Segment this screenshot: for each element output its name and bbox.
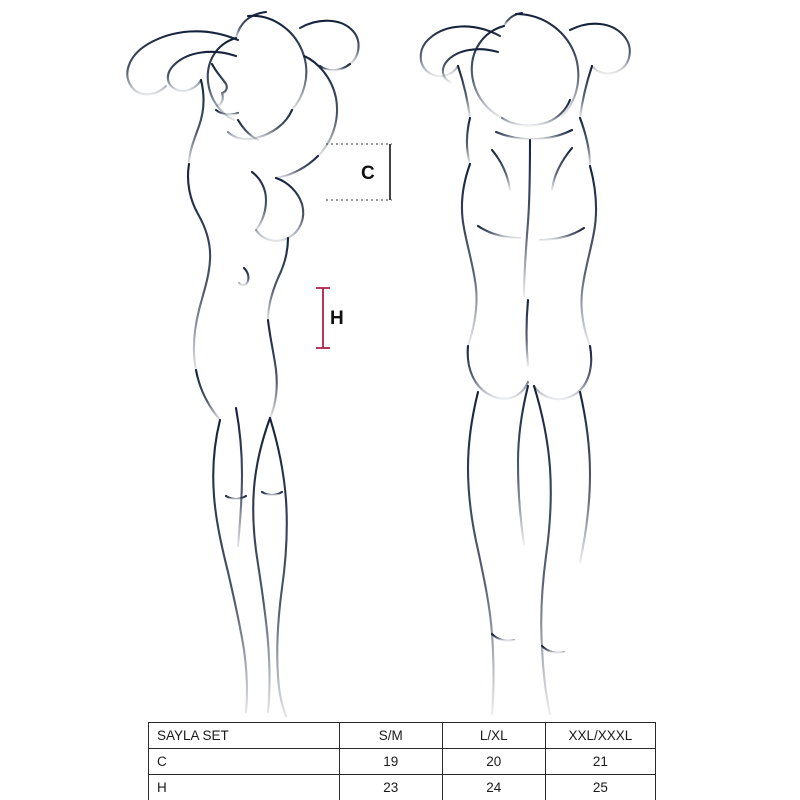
table-row xyxy=(149,775,656,800)
table-row xyxy=(149,749,656,775)
front-silhouette xyxy=(127,12,358,716)
hips-measure-label: H xyxy=(330,308,345,329)
size-table xyxy=(148,722,656,800)
back-silhouette xyxy=(421,13,630,714)
table-header-cell-lxl: L/XL xyxy=(442,723,545,749)
cell-c-sm: 19 xyxy=(340,749,443,775)
chest-measure-guide xyxy=(326,144,392,200)
table-header-cell-sm: S/M xyxy=(340,723,443,749)
cell-c-lxl: 20 xyxy=(442,749,545,775)
table-header-row xyxy=(149,723,656,749)
cell-h-lxl: 24 xyxy=(442,775,545,800)
table-header-cell-xxl: XXL/XXXL xyxy=(545,723,655,749)
cell-c-xxl: 21 xyxy=(545,749,655,775)
table-header-cell-name: SAYLA SET xyxy=(149,723,340,749)
row-label-c: C xyxy=(149,749,340,775)
cell-h-sm: 23 xyxy=(340,775,443,800)
chest-measure-label: C xyxy=(361,163,376,184)
row-label-h: H xyxy=(149,775,340,800)
cell-h-xxl: 25 xyxy=(545,775,655,800)
hips-measure-guide xyxy=(316,288,330,348)
